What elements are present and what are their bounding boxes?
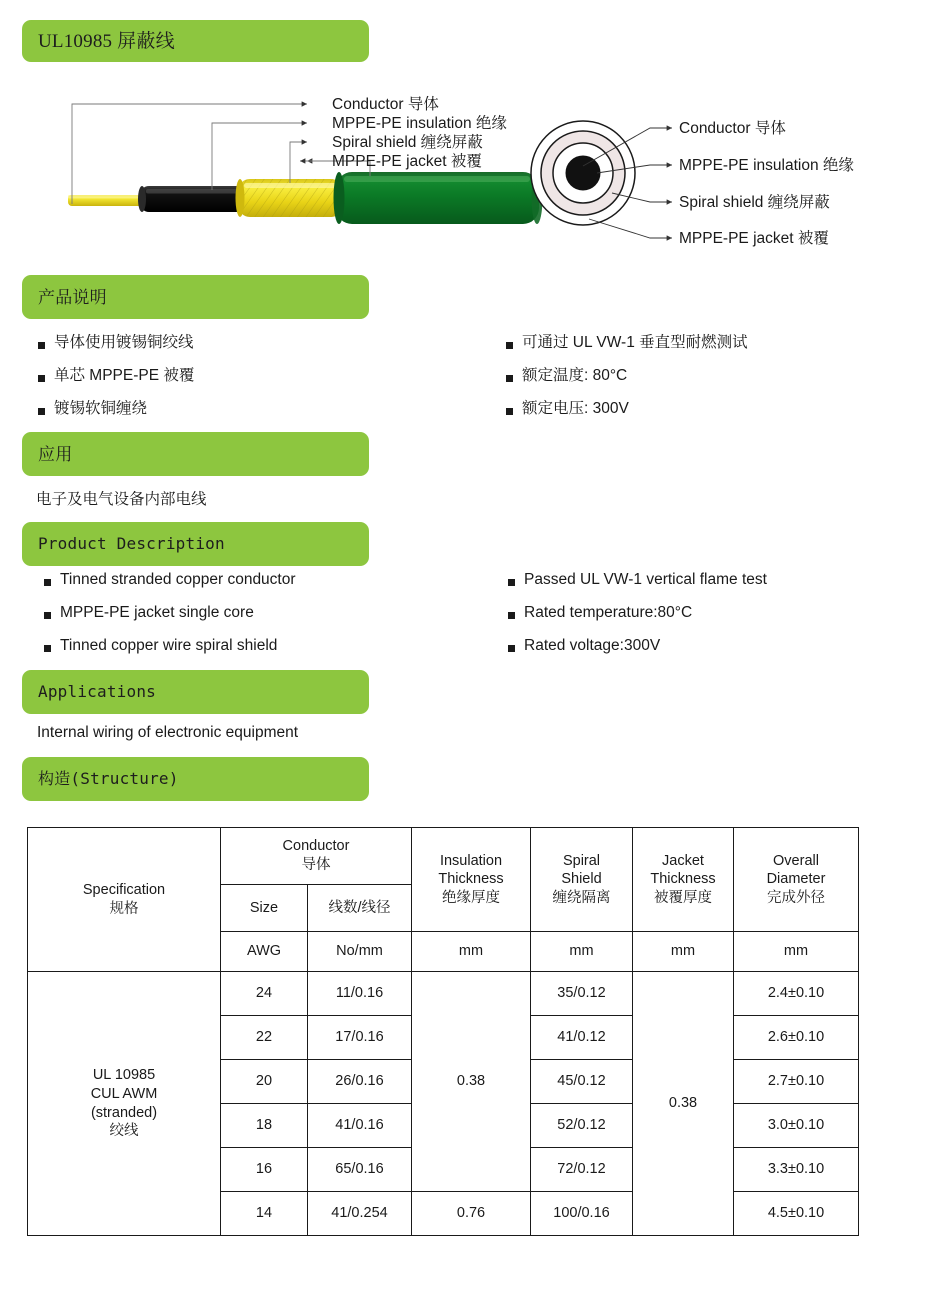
cell-no-mm: 65/0.16 (308, 1148, 412, 1192)
header-shield-cn: 缠绕隔离 (552, 889, 611, 906)
section-heading-label: Applications (38, 682, 156, 701)
unit-awg: AWG (221, 932, 308, 972)
cable-cross-section (531, 121, 635, 225)
cross-callout-label-0: Conductor 导体 (679, 120, 786, 137)
header-insulation-en-2: Thickness (438, 871, 504, 888)
header-overall-diameter (734, 828, 859, 932)
side-callout-label-3: MPPE-PE jacket 被覆 (332, 153, 482, 170)
spec-cell (28, 972, 221, 1236)
section-heading-label: 产品说明 (38, 287, 107, 307)
unit-mm-jacket: mm (633, 932, 734, 972)
list-item (44, 605, 296, 638)
list-item-label: 单芯 MPPE-PE 被覆 (54, 367, 195, 384)
cell-no-mm: 41/0.16 (308, 1104, 412, 1148)
bullet-square-icon (38, 375, 45, 382)
list-item-label: 额定电压: 300V (522, 400, 629, 417)
header-insulation-en-1: Insulation (439, 852, 503, 869)
cross-callout-label-3: MPPE-PE jacket 被覆 (679, 230, 829, 247)
page-title: UL10985 屏蔽线 (38, 30, 175, 52)
section-heading-label: 构造(Structure) (38, 769, 179, 788)
cable-conductor-layer (68, 195, 148, 206)
spec-line-4: 绞线 (109, 1123, 139, 1140)
cell-overall: 3.0±0.10 (734, 1104, 859, 1148)
cell-no-mm: 26/0.16 (308, 1060, 412, 1104)
bullet-square-icon (508, 579, 515, 586)
header-spiral-shield (531, 828, 633, 932)
spec-line-3: (stranded) (90, 1104, 158, 1121)
cell-insulation-merged: 0.38 (412, 972, 531, 1192)
cell-size: 16 (221, 1148, 308, 1192)
cell-overall: 2.4±0.10 (734, 972, 859, 1016)
cross-callout-label-1: MPPE-PE insulation 绝缘 (679, 157, 854, 174)
bullet-square-icon (44, 579, 51, 586)
list-item (506, 368, 748, 401)
cell-jacket-merged: 0.38 (633, 972, 734, 1236)
cable-insulation-layer (138, 186, 245, 212)
header-size-en: Size (249, 899, 279, 916)
header-jacket-thickness (633, 828, 734, 932)
list-item (44, 572, 296, 605)
section-heading-en-applications (22, 670, 369, 714)
bullet-square-icon (506, 375, 513, 382)
header-specification-en: Specification (82, 881, 166, 898)
cell-shield: 52/0.12 (531, 1104, 633, 1148)
cell-shield: 35/0.12 (531, 972, 633, 1016)
list-item-label: Rated voltage:300V (524, 637, 661, 654)
side-callout-label-1: MPPE-PE insulation 绝缘 (332, 115, 507, 132)
list-item-label: MPPE-PE jacket single core (60, 604, 254, 621)
cell-shield: 72/0.12 (531, 1148, 633, 1192)
list-item (508, 605, 767, 638)
unit-mm-overall: mm (734, 932, 859, 972)
cell-no-mm: 11/0.16 (308, 972, 412, 1016)
spec-line-1: UL 10985 (92, 1067, 156, 1084)
bullet-square-icon (506, 342, 513, 349)
list-item-label: 可通过 UL VW-1 垂直型耐燃测试 (522, 334, 748, 351)
section-heading-en-description (22, 522, 369, 566)
section-heading-label: 应用 (38, 444, 73, 464)
list-item-label: 镀锡软铜缠绕 (54, 400, 148, 417)
cable-jacket-layer (334, 172, 543, 224)
header-shield-en-2: Shield (561, 871, 602, 888)
header-specification (28, 828, 221, 972)
bullet-square-icon (506, 408, 513, 415)
cell-size: 22 (221, 1016, 308, 1060)
list-item (508, 572, 767, 605)
cell-overall: 4.5±0.10 (734, 1192, 859, 1236)
cell-shield: 45/0.12 (531, 1060, 633, 1104)
header-jacket-en-2: Thickness (650, 871, 716, 888)
bullet-square-icon (508, 612, 515, 619)
header-size-cn: 线数/线径 (328, 899, 391, 916)
table-header-row-1 (28, 828, 859, 885)
section-heading-cn-applications (22, 432, 369, 476)
list-item-label: 额定温度: 80°C (522, 367, 628, 384)
side-callout-label-2: Spiral shield 缠绕屏蔽 (332, 134, 483, 151)
header-overall-en-1: Overall (773, 852, 819, 869)
cell-insulation: 0.76 (412, 1192, 531, 1236)
bullet-square-icon (508, 645, 515, 652)
header-conductor-en: Conductor (282, 838, 350, 855)
section-heading-structure (22, 757, 369, 801)
unit-mm-insulation: mm (412, 932, 531, 972)
cell-size: 24 (221, 972, 308, 1016)
header-overall-cn: 完成外径 (767, 889, 825, 906)
list-item (44, 638, 296, 671)
list-item (508, 638, 767, 671)
cn-description-list-left (38, 335, 194, 434)
header-conductor-cn: 导体 (301, 857, 331, 873)
section-heading-cn-description (22, 275, 369, 319)
list-item (506, 401, 748, 434)
cell-shield: 100/0.16 (531, 1192, 633, 1236)
list-item (506, 335, 748, 368)
table-row (28, 972, 859, 1016)
cn-description-list-right (506, 335, 748, 434)
product-title-banner (22, 20, 369, 62)
cell-shield: 41/0.12 (531, 1016, 633, 1060)
list-item-label: Tinned copper wire spiral shield (60, 637, 278, 654)
cell-overall: 2.6±0.10 (734, 1016, 859, 1060)
cell-overall: 3.3±0.10 (734, 1148, 859, 1192)
side-callout-label-0: Conductor 导体 (332, 96, 439, 113)
section-heading-label: Product Description (38, 534, 225, 553)
bullet-square-icon (38, 342, 45, 349)
bullet-square-icon (38, 408, 45, 415)
list-item (38, 335, 194, 368)
header-conductor (221, 828, 412, 885)
list-item-label: Passed UL VW-1 vertical flame test (524, 571, 767, 588)
unit-mm-shield: mm (531, 932, 633, 972)
en-description-list-right (508, 572, 767, 671)
header-size-cn-cell (308, 885, 412, 932)
list-item-label: Rated temperature:80°C (524, 604, 693, 621)
list-item-label: 导体使用镀锡铜绞线 (54, 334, 194, 351)
header-size (221, 885, 308, 932)
cable-construction-figure (0, 80, 941, 260)
cross-callout-label-2: Spiral shield 缠绕屏蔽 (679, 194, 830, 211)
header-specification-cn: 规格 (109, 900, 139, 917)
cell-size: 20 (221, 1060, 308, 1104)
header-jacket-cn: 被覆厚度 (654, 889, 712, 906)
cell-overall: 2.7±0.10 (734, 1060, 859, 1104)
cable-illustration-svg (0, 80, 941, 260)
header-insulation-thickness (412, 828, 531, 932)
cell-size: 14 (221, 1192, 308, 1236)
header-overall-en-2: Diameter (766, 871, 826, 888)
cell-size: 18 (221, 1104, 308, 1148)
cable-spiral-shield-layer (236, 179, 344, 217)
list-item (38, 368, 194, 401)
spec-line-2: CUL AWM (90, 1085, 158, 1102)
list-item (38, 401, 194, 434)
bullet-square-icon (44, 612, 51, 619)
cell-no-mm: 41/0.254 (308, 1192, 412, 1236)
header-jacket-en-1: Jacket (662, 852, 704, 869)
cell-no-mm: 17/0.16 (308, 1016, 412, 1060)
unit-no-mm: No/mm (308, 932, 412, 972)
list-item-label: Tinned stranded copper conductor (60, 571, 296, 588)
header-insulation-cn: 绝缘厚度 (442, 889, 500, 906)
bullet-square-icon (44, 645, 51, 652)
en-description-list-left (44, 572, 296, 671)
cn-applications-text: 电子及电气设备内部电线 (36, 491, 207, 508)
header-shield-en-1: Spiral (562, 852, 601, 869)
en-applications-text: Internal wiring of electronic equipment (37, 724, 299, 741)
specification-table (27, 827, 859, 1236)
